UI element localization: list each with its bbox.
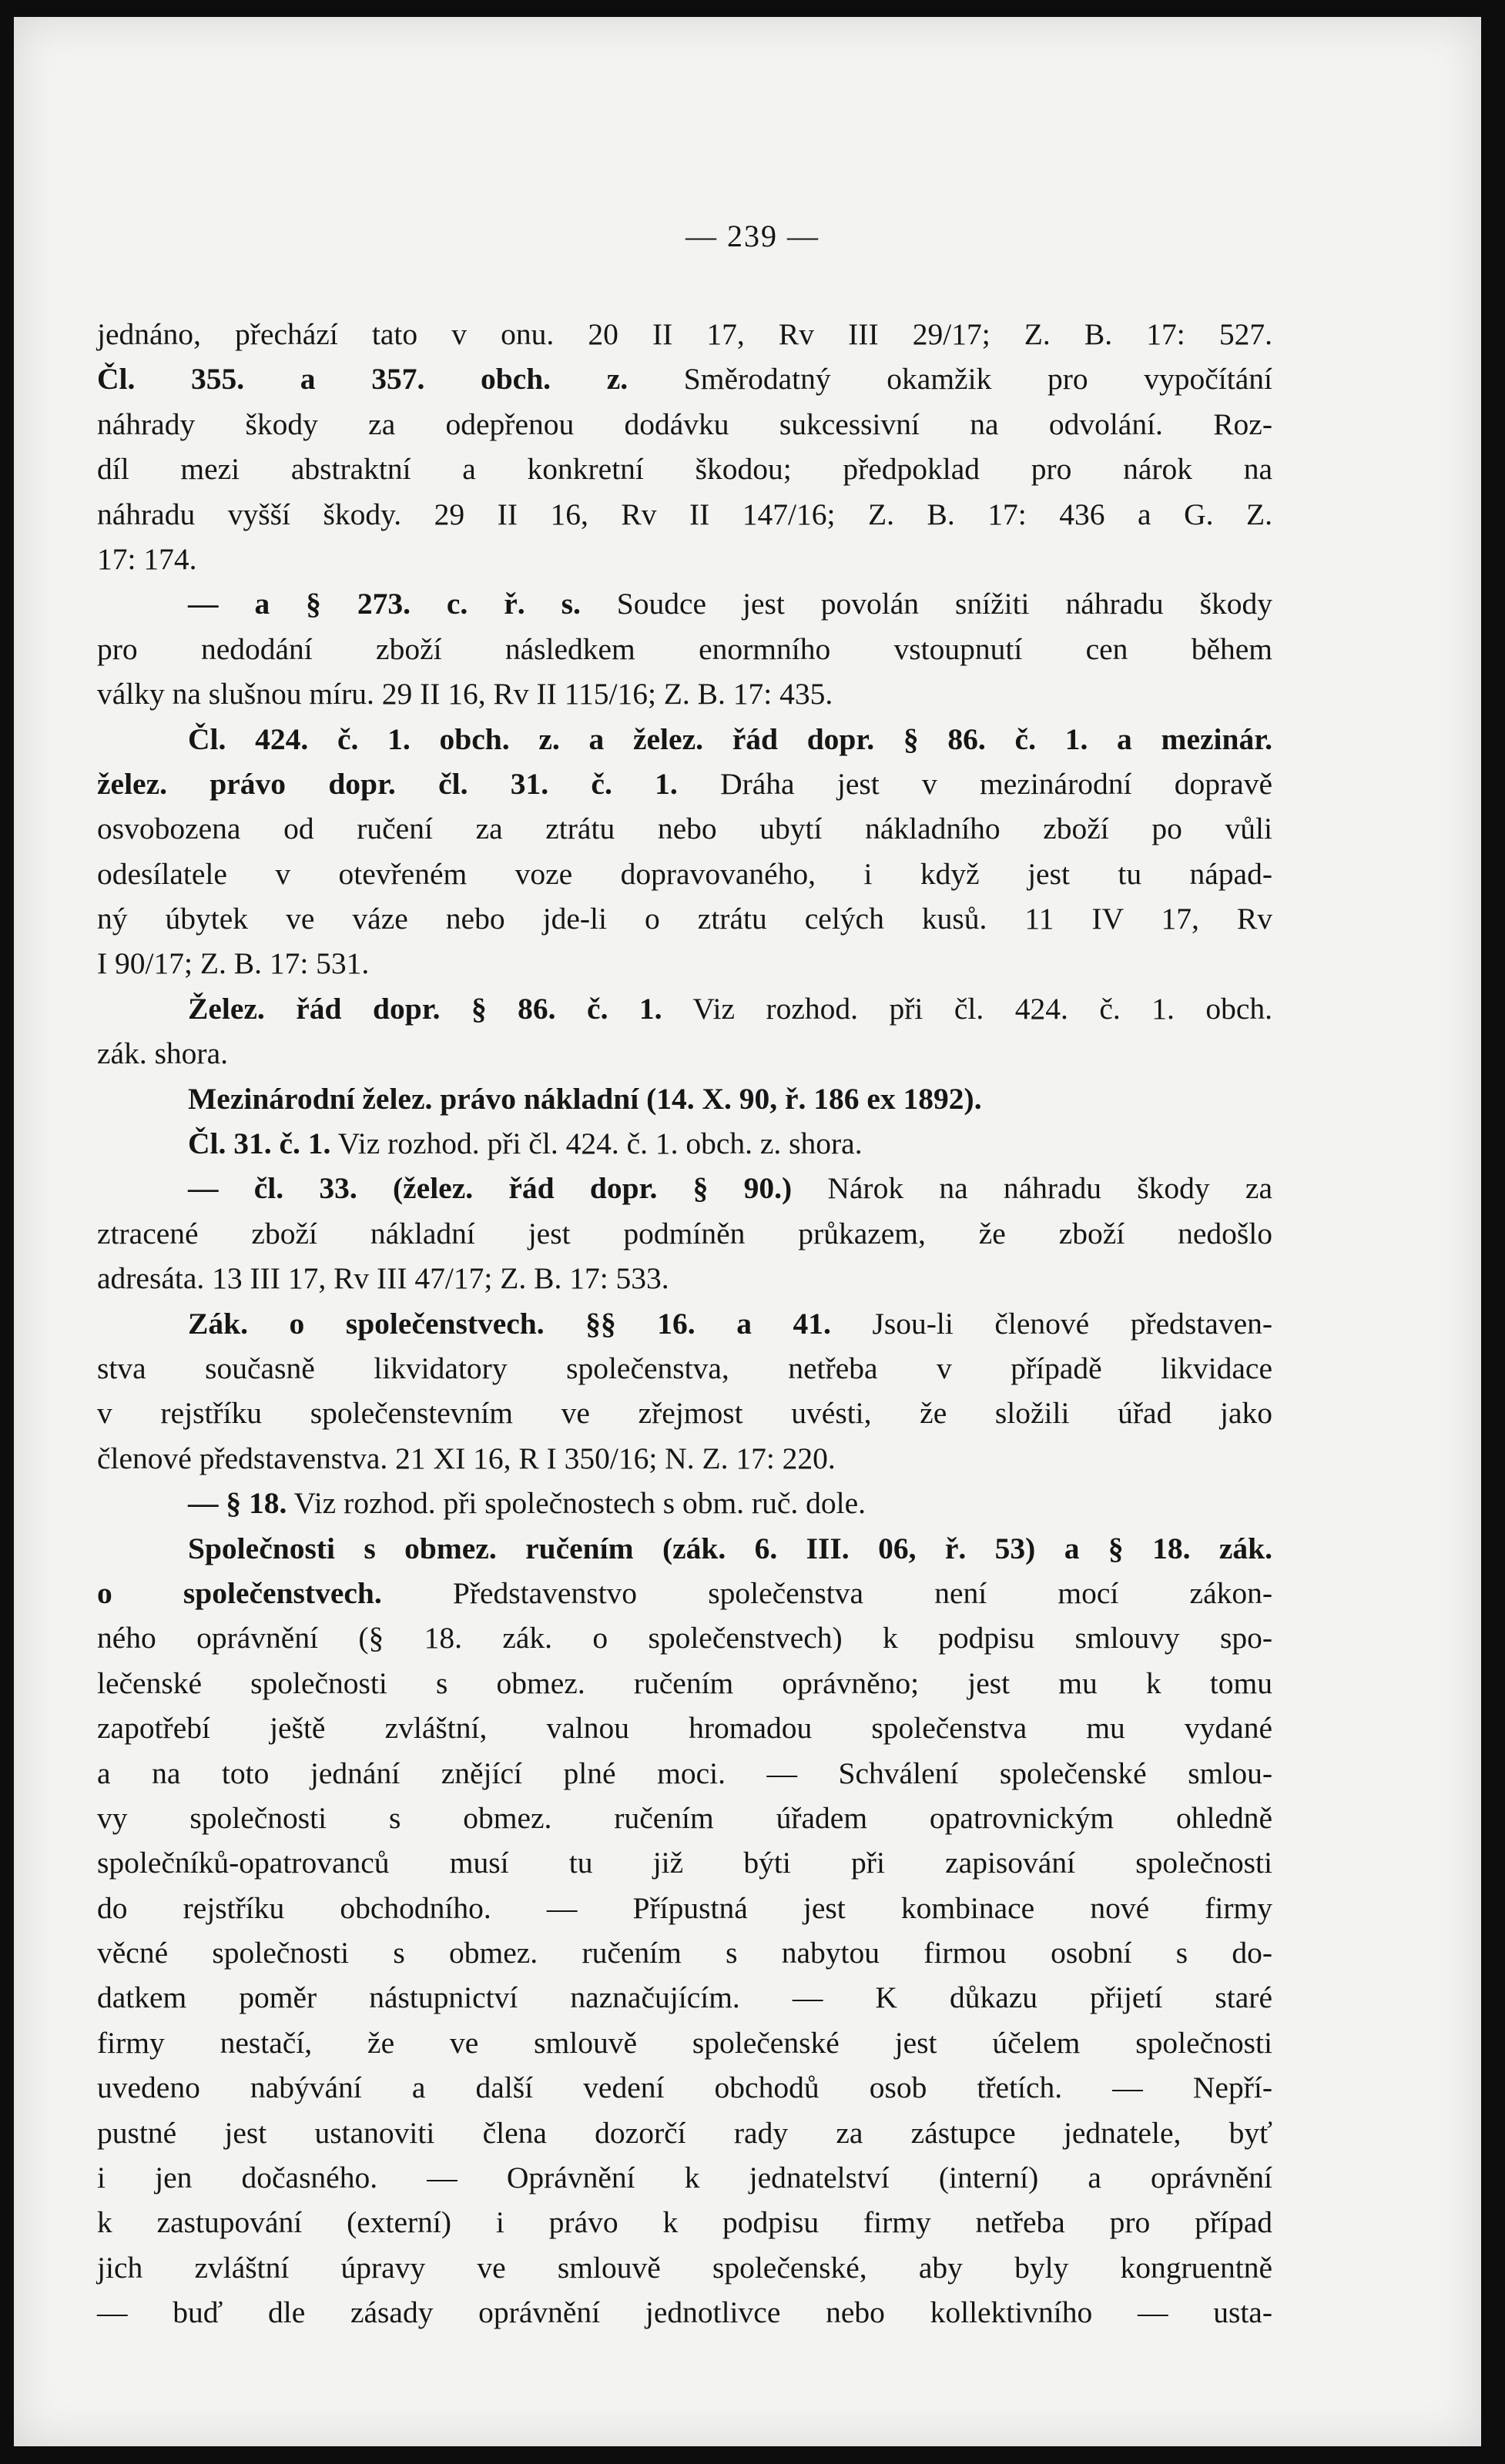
text-line [97, 1796, 1272, 1840]
text-segment: — buď dle zásady oprávnění jednotlivce nebo kollektivního — usta- [97, 2295, 1272, 2330]
text-line [97, 402, 1272, 447]
text-segment: ného oprávnění (§ 18. zák. o společenstvech) k podpisu smlouvy spo- [97, 1621, 1272, 1656]
text-line [97, 581, 1272, 626]
bold-heading-segment: Mezinárodní želez. právo nákladní (14. X. 90, ř. 186 ex 1892). [188, 1081, 982, 1116]
text-segment: ztracené zboží nákladní jest podmíněn průkazem, že zboží nedošlo [97, 1216, 1272, 1250]
text-segment: zapotřebí ještě zvláštní, valnou hromadou společenstva mu vydané [97, 1711, 1272, 1746]
text-segment: i jen dočasného. — Oprávnění k jednatelství (interní) a oprávnění [97, 2161, 1272, 2195]
text-line [97, 986, 1272, 1031]
text-segment: členové představenstva. 21 XI 16, R I 350/16; N. Z. 17: 220. [97, 1441, 836, 1475]
text-line [97, 2245, 1272, 2290]
text-line [97, 357, 1272, 401]
text-line [97, 1930, 1272, 1975]
text-line [97, 1031, 1272, 1076]
text-segment: datkem poměr nástupnictví naznačujícím. — K důkazu přijetí staré [97, 1980, 1272, 2015]
text-line [97, 1481, 1272, 1525]
text-line [97, 1886, 1272, 1930]
text-line [97, 852, 1272, 896]
text-segment: díl mezi abstraktní a konkretní škodou; předpoklad pro nárok na [97, 452, 1272, 487]
text-line [97, 1661, 1272, 1706]
text-line [97, 1256, 1272, 1301]
text-segment: Viz rozhod. při čl. 424. č. 1. obch. z. shora. [330, 1127, 863, 1161]
text-line [97, 1301, 1272, 1346]
text-line [97, 537, 1272, 581]
text-segment: lečenské společnosti s obmez. ručením oprávněno; jest mu k tomu [97, 1666, 1272, 1700]
text-segment: k zastupování (externí) i právo k podpisu firmy netřeba pro případ [97, 2205, 1272, 2240]
text-segment: Jsou-li členové představen- [830, 1306, 1272, 1341]
text-line [97, 1391, 1272, 1435]
text-segment: pustné jest ustanoviti člena dozorčí rady za zástupce jednatele, byť [97, 2115, 1272, 2150]
bold-heading-segment: Želez. řád dopr. § 86. č. 1. [188, 991, 662, 1026]
text-line [97, 1571, 1272, 1615]
text-segment: 17: 174. [97, 541, 197, 576]
text-segment: odesílatele v otevřeném voze dopravovaného, i když jest tu nápad- [97, 856, 1272, 891]
page-number: — 239 — [685, 219, 820, 253]
bold-heading-segment: — § 18. [188, 1486, 287, 1521]
text-segment: náhradu vyšší škody. 29 II 16, Rv II 147/16; Z. B. 17: 436 a G. Z. [97, 497, 1272, 531]
text-segment: války na slušnou míru. 29 II 16, Rv II 115/16; Z. B. 17: 435. [97, 677, 833, 711]
text-segment: firmy nestačí, že ve smlouvě společenské jest účelem společnosti [97, 2025, 1272, 2060]
text-line [97, 1346, 1272, 1391]
text-line [97, 1211, 1272, 1256]
text-segment: zák. shora. [97, 1036, 228, 1071]
text-line [97, 941, 1272, 986]
text-segment: Představenstvo společenstva není mocí zákon- [381, 1575, 1273, 1610]
text-segment: jednáno, přechází tato v onu. 20 II 17, Rv III 29/17; Z. B. 17: 527. [97, 317, 1272, 351]
text-segment: Soudce jest povolán snížiti náhradu škody [580, 587, 1272, 621]
text-segment: vy společnosti s obmez. ručením úřadem opatrovnickým ohledně [97, 1800, 1272, 1835]
text-line [97, 2290, 1272, 2335]
text-segment: Dráha jest v mezinárodní dopravě [677, 766, 1272, 801]
text-line [97, 1840, 1272, 1885]
text-segment: stva současně likvidatory společenstva, netřeba v případě likvidace [97, 1351, 1272, 1385]
text-line [97, 2111, 1272, 2155]
bold-heading-segment: Čl. 31. č. 1. [188, 1127, 331, 1161]
text-line [97, 627, 1272, 671]
text-segment: ný úbytek ve váze nebo jde-li o ztrátu celých kusů. 11 IV 17, Rv [97, 902, 1272, 936]
text-line [97, 1615, 1272, 1660]
text-line [97, 1706, 1272, 1750]
text-line [97, 806, 1272, 851]
text-line [97, 1436, 1272, 1481]
text-segment: jich zvláštní úpravy ve smlouvě společenské, aby byly kongruentně [97, 2250, 1272, 2285]
text-line [97, 2155, 1272, 2200]
text-segment: a na toto jednání znějící plné moci. — Schválení společenské smlou- [97, 1756, 1272, 1790]
text-segment: adresáta. 13 III 17, Rv III 47/17; Z. B. 17: 533. [97, 1261, 669, 1296]
bold-heading-segment: — a § 273. c. ř. s. [188, 587, 581, 621]
text-segment: Směrodatný okamžik pro vypočítání [628, 362, 1273, 397]
text-segment: uvedeno nabývání a další vedení obchodů osob třetích. — Nepří- [97, 2071, 1272, 2105]
text-line [97, 1076, 1272, 1121]
text-line [97, 896, 1272, 941]
text-segment: věcné společnosti s obmez. ručením s nabytou firmou osobní s do- [97, 1936, 1272, 1970]
page-body-text [97, 312, 1272, 2335]
text-segment: osvobozena od ručení za ztrátu nebo ubytí nákladního zboží po vůli [97, 812, 1272, 846]
text-line [97, 762, 1272, 806]
text-line [97, 717, 1272, 762]
text-segment: v rejstříku společenstevním ve zřejmost uvésti, že složili úřad jako [97, 1396, 1272, 1431]
text-segment: náhrady škody za odepřenou dodávku sukcessivní na odvolání. Roz- [97, 407, 1272, 441]
bold-heading-segment: o společenstvech. [97, 1575, 382, 1610]
bold-heading-segment: Zák. o společenstvech. §§ 16. a 41. [188, 1306, 831, 1341]
text-segment: Viz rozhod. při společnostech s obm. ruč. dole. [287, 1486, 866, 1521]
text-line [97, 312, 1272, 357]
text-segment: pro nedodání zboží následkem enormního vstoupnutí cen během [97, 631, 1272, 666]
text-segment: Nárok na náhradu škody za [792, 1171, 1272, 1206]
text-line [97, 1121, 1272, 1166]
bold-heading-segment: Čl. 424. č. 1. obch. z. a želez. řád dopr. § 86. č. 1. a mezinár. [188, 721, 1272, 756]
text-segment: do rejstříku obchodního. — Přípustná jest kombinace nové firmy [97, 1890, 1272, 1925]
text-line [97, 492, 1272, 537]
bold-heading-segment: Čl. 355. a 357. obch. z. [97, 362, 628, 397]
text-line [97, 2020, 1272, 2065]
text-line [97, 1526, 1272, 1571]
bold-heading-segment: Společnosti s obmez. ručením (zák. 6. III. 06, ř. 53) a § 18. zák. [188, 1531, 1272, 1565]
text-line [97, 2200, 1272, 2245]
text-line [97, 1975, 1272, 2020]
text-line [97, 671, 1272, 716]
text-line [97, 1751, 1272, 1796]
text-line [97, 447, 1272, 491]
text-segment: I 90/17; Z. B. 17: 531. [97, 946, 370, 981]
bold-heading-segment: želez. právo dopr. čl. 31. č. 1. [97, 766, 678, 801]
text-line [97, 2065, 1272, 2110]
text-segment: Viz rozhod. při čl. 424. č. 1. obch. [662, 991, 1272, 1026]
text-line [97, 1166, 1272, 1210]
text-segment: společníků-opatrovanců musí tu již býti při zapisování společnosti [97, 1846, 1272, 1880]
bold-heading-segment: — čl. 33. (želez. řád dopr. § 90.) [188, 1171, 793, 1206]
